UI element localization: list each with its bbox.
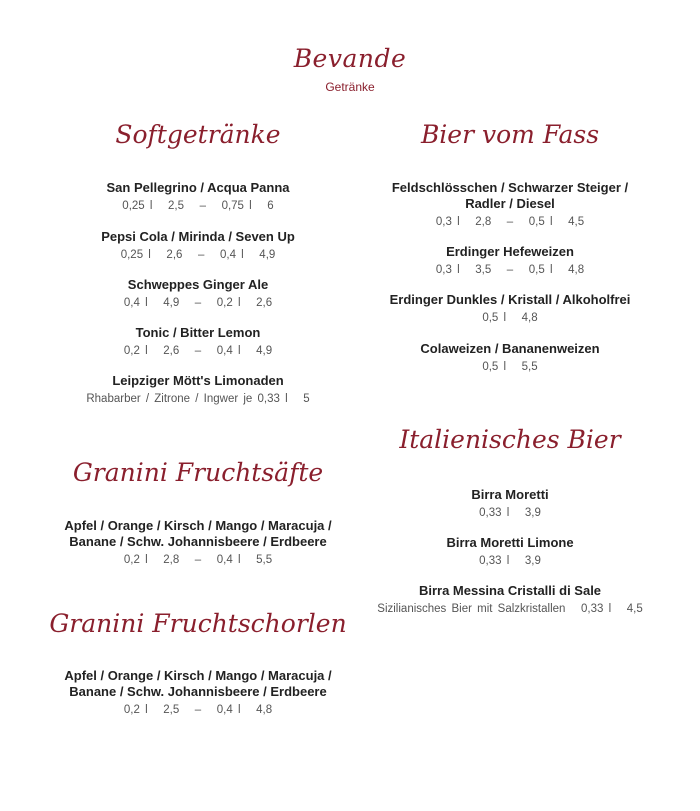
item-price: Rhabarber / Zitrone / Ingwer je 0,33 l 5 [86, 393, 310, 405]
menu-item [40, 229, 356, 263]
menu-item [40, 373, 356, 407]
item-price: 0,5 l 4,8 [482, 312, 538, 324]
section-title-softgetraenke: Softgetränke [115, 120, 281, 149]
item-price: 0,25 l 2,5 – 0,75 l 6 [122, 200, 274, 212]
section-title-granini-fruchtschorlen: Granini Fruchtschorlen [49, 609, 347, 638]
item-name: Leipziger Mött's Limonaden [112, 373, 284, 388]
item-name: Pepsi Cola / Mirinda / Seven Up [101, 229, 295, 244]
section-title-granini-fruchtsaefte: Granini Fruchtsäfte [72, 458, 324, 487]
menu-header [0, 44, 700, 94]
item-price: 0,2 l 2,6 – 0,4 l 4,9 [123, 345, 273, 357]
item-name: Birra Moretti Limone [446, 535, 574, 550]
menu-item [360, 292, 660, 326]
menu-item [360, 583, 660, 617]
item-price: 0,3 l 2,8 – 0,5 l 4,5 [435, 216, 585, 228]
menu-item [40, 277, 356, 311]
item-price: 0,33 l 3,9 [479, 507, 541, 519]
item-price: 0,4 l 4,9 – 0,2 l 2,6 [123, 297, 273, 309]
menu-item [40, 180, 356, 214]
item-name: Apfel / Orange / Kirsch / Mango / Maracuja / Banane / Schw. Johannisbeere / Erdbeere [64, 518, 332, 549]
menu-item [360, 180, 660, 230]
page-title: Bevande [293, 44, 407, 73]
menu-item [40, 518, 356, 568]
menu-item [360, 487, 660, 521]
section-title-bier-vom-fass: Bier vom Fass [420, 120, 600, 149]
item-name: Colaweizen / Bananenweizen [420, 341, 600, 356]
item-price: 0,25 l 2,6 – 0,4 l 4,9 [120, 249, 276, 261]
item-name: San Pellegrino / Acqua Panna [106, 180, 290, 195]
item-name: Apfel / Orange / Kirsch / Mango / Maracuja / Banane / Schw. Johannisbeere / Erdbeere [64, 668, 332, 699]
item-price: 0,33 l 3,9 [479, 555, 541, 567]
item-name: Erdinger Hefeweizen [446, 244, 574, 259]
menu-item [40, 668, 356, 718]
item-price: Sizilianisches Bier mit Salzkristallen 0,33 l 4,5 [377, 603, 643, 615]
item-name: Birra Moretti [471, 487, 549, 502]
page-subtitle: Getränke [325, 80, 375, 94]
section-title-italienisches-bier: Italienisches Bier [399, 425, 621, 454]
item-name: Birra Messina Cristalli di Sale [418, 583, 602, 598]
item-price: 0,5 l 5,5 [482, 361, 538, 373]
item-name: Erdinger Dunkles / Kristall / Alkoholfrei [389, 292, 631, 307]
item-name: Feldschlösschen / Schwarzer Steiger / Radler / Diesel [391, 180, 629, 211]
item-price: 0,3 l 3,5 – 0,5 l 4,8 [435, 264, 585, 276]
menu-item [40, 325, 356, 359]
item-price: 0,2 l 2,5 – 0,4 l 4,8 [123, 704, 273, 716]
menu-item [360, 341, 660, 375]
menu-item [360, 535, 660, 569]
item-name: Schweppes Ginger Ale [127, 277, 269, 292]
item-price: 0,2 l 2,8 – 0,4 l 5,5 [123, 554, 273, 566]
menu-item [360, 244, 660, 278]
item-name: Tonic / Bitter Lemon [135, 325, 261, 340]
